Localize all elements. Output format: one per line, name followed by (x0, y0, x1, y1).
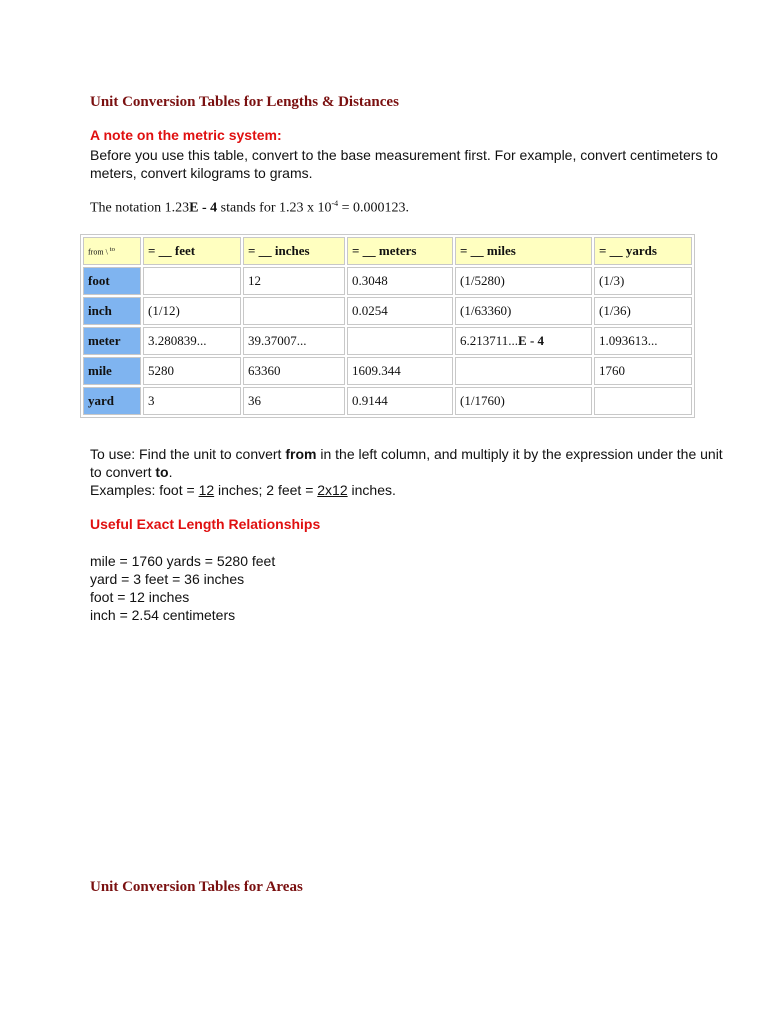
metric-note-heading: A note on the metric system: (90, 127, 282, 143)
row-label-meter: meter (83, 327, 141, 355)
relationship-line: inch = 2.54 centimeters (90, 607, 236, 623)
header-feet: = __ feet (143, 237, 241, 265)
table-cell: 3 (143, 387, 241, 415)
corner-sep: \ (103, 247, 110, 257)
table-cell (594, 387, 692, 415)
relationship-line: mile = 1760 yards = 5280 feet (90, 553, 276, 569)
notation-prefix: The notation 1.23 (90, 200, 190, 216)
meter-miles-value: 6.213711... (460, 333, 519, 348)
corner-cell (83, 237, 141, 265)
table-cell: (1/36) (594, 297, 692, 325)
meter-miles-exponent: E - 4 (518, 333, 545, 348)
table-row (83, 327, 692, 355)
page-title: Unit Conversion Tables for Lengths & Distances (90, 94, 399, 110)
table-cell: 3.280839... (143, 327, 241, 355)
usage-line (90, 445, 730, 481)
corner-from: from (88, 247, 104, 257)
notation-e-part: E - 4 (189, 200, 218, 216)
usage-instructions (90, 445, 730, 499)
relationship-line: yard = 3 feet = 36 inches (90, 571, 245, 587)
examples-text-c: inches. (347, 482, 396, 498)
length-conversion-table (80, 234, 695, 418)
table-cell (347, 327, 453, 355)
relationships-list (90, 552, 275, 624)
usage-to: to (155, 464, 169, 480)
table-cell: (1/5280) (455, 267, 592, 295)
notation-exponent: -4 (331, 199, 339, 208)
table-cell: (1/12) (143, 297, 241, 325)
table-cell: 0.0254 (347, 297, 453, 325)
table-header-row (83, 237, 692, 265)
table-cell: 0.3048 (347, 267, 453, 295)
example-12: 12 (198, 482, 215, 498)
table-cell (455, 327, 592, 355)
usage-from: from (285, 446, 317, 462)
header-miles: = __ miles (455, 237, 592, 265)
metric-note-body: Before you use this table, convert to the base measurement first. For example, convert centimeters to meters, convert kilograms to grams. (90, 147, 718, 181)
header-yards: = __ yards (594, 237, 692, 265)
header-inches: = __ inches (243, 237, 345, 265)
table-cell: 12 (243, 267, 345, 295)
table-cell: 1609.344 (347, 357, 453, 385)
example-2x12: 2x12 (317, 482, 348, 498)
table-cell: (1/3) (594, 267, 692, 295)
row-label-yard: yard (83, 387, 141, 415)
table-cell (143, 267, 241, 295)
notation-line (90, 199, 409, 217)
relationship-line: foot = 12 inches (90, 589, 190, 605)
notation-mid: stands for 1.23 x 10 (217, 200, 332, 216)
table-cell: 63360 (243, 357, 345, 385)
usage-text-c: . (168, 464, 173, 480)
row-label-mile: mile (83, 357, 141, 385)
usage-text-a: To use: Find the unit to convert (90, 446, 286, 462)
table-cell: (1/63360) (455, 297, 592, 325)
row-label-inch: inch (83, 297, 141, 325)
table-cell: 1760 (594, 357, 692, 385)
areas-section-title: Unit Conversion Tables for Areas (90, 879, 303, 895)
useful-relationships-heading: Useful Exact Length Relationships (90, 516, 321, 532)
table-row (83, 387, 692, 415)
table-row (83, 267, 692, 295)
row-label-foot: foot (83, 267, 141, 295)
table-row (83, 297, 692, 325)
table-cell: 39.37007... (243, 327, 345, 355)
table-row (83, 357, 692, 385)
table-cell (455, 357, 592, 385)
usage-examples (90, 481, 730, 499)
examples-text-b: inches; 2 feet = (214, 482, 318, 498)
usage-text-b: in the left column, and multiply it by the expression under the unit to convert (90, 446, 723, 480)
table-cell (243, 297, 345, 325)
corner-to: to (109, 245, 115, 253)
table-cell: 5280 (143, 357, 241, 385)
table-cell: 0.9144 (347, 387, 453, 415)
header-meters: = __ meters (347, 237, 453, 265)
examples-text-a: Examples: foot = (90, 482, 199, 498)
table-cell: (1/1760) (455, 387, 592, 415)
table-cell: 1.093613... (594, 327, 692, 355)
table-cell: 36 (243, 387, 345, 415)
notation-suffix: = 0.000123. (338, 200, 410, 216)
